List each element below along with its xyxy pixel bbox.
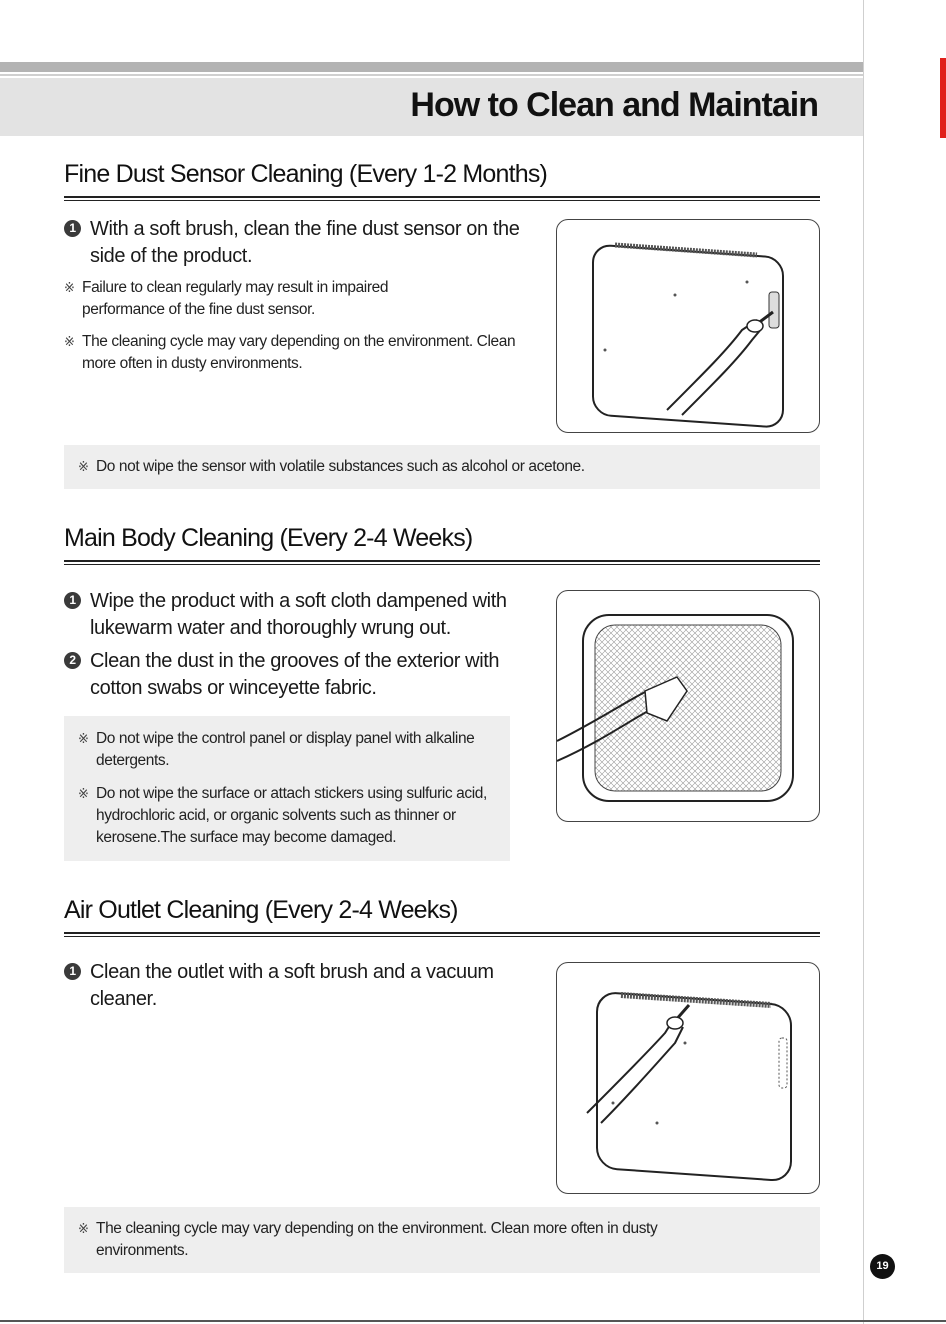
chapter-tab-marker <box>940 58 946 138</box>
purifier-side-brush-illustration <box>557 220 819 432</box>
section-title-fine-dust-sensor: Fine Dust Sensor Cleaning (Every 1-2 Months) <box>64 160 548 188</box>
figure-sensor-cleaning <box>556 219 820 433</box>
note-symbol: ※ <box>78 459 89 474</box>
section-rule <box>64 560 820 562</box>
step-item <box>64 959 494 1013</box>
section-rule <box>64 932 820 934</box>
figure-body-cleaning <box>556 590 820 822</box>
section-rule-thin <box>64 200 820 201</box>
caution-note <box>78 1218 718 1262</box>
section-rule-thin <box>64 936 820 937</box>
note-item <box>64 277 444 321</box>
note-text: Failure to clean regularly may result in impaired performance of the fine dust sensor. <box>82 279 389 318</box>
page-right-rule <box>863 0 864 1324</box>
note-symbol: ※ <box>78 1221 89 1236</box>
step-number-badge: 1 <box>64 592 81 609</box>
note-symbol: ※ <box>64 280 75 295</box>
caution-text: Do not wipe the control panel or display panel with alkaline detergents. <box>96 730 475 769</box>
step-number-badge: 2 <box>64 652 81 669</box>
page-bottom-rule <box>0 1320 946 1322</box>
section-rule <box>64 196 820 198</box>
page-number-badge: 19 <box>870 1254 895 1279</box>
caution-text: The cleaning cycle may vary depending on the environment. Clean more often in dusty environments. <box>96 1220 658 1259</box>
step-item <box>64 588 524 642</box>
caution-note <box>78 456 808 478</box>
note-symbol: ※ <box>64 334 75 349</box>
top-thin-line <box>0 74 864 76</box>
note-symbol: ※ <box>78 731 89 746</box>
section-rule-thin <box>64 564 820 565</box>
step-text: Clean the outlet with a soft brush and a vacuum cleaner. <box>90 961 494 1010</box>
caution-note <box>78 783 498 849</box>
step-number-badge: 1 <box>64 220 81 237</box>
section-title-air-outlet: Air Outlet Cleaning (Every 2-4 Weeks) <box>64 896 458 924</box>
caution-text: Do not wipe the surface or attach stickers using sulfuric acid, hydrochloric acid, or organic solvents such as thinner or kerosene.The surface may become damaged. <box>96 785 487 846</box>
figure-outlet-cleaning <box>556 962 820 1194</box>
note-text: The cleaning cycle may vary depending on the environment. Clean more often in dusty environments. <box>82 333 516 372</box>
step-text: With a soft brush, clean the fine dust sensor on the side of the product. <box>90 218 520 267</box>
top-stripe <box>0 62 864 72</box>
step-number-badge: 1 <box>64 963 81 980</box>
step-text: Wipe the product with a soft cloth dampened with lukewarm water and thoroughly wrung out. <box>90 590 507 639</box>
note-item <box>64 331 524 375</box>
purifier-front-cloth-illustration <box>557 591 819 821</box>
page-title: How to Clean and Maintain <box>410 86 818 124</box>
step-text: Clean the dust in the grooves of the exterior with cotton swabs or winceyette fabric. <box>90 650 500 699</box>
step-item <box>64 216 524 270</box>
note-symbol: ※ <box>78 786 89 801</box>
caution-text: Do not wipe the sensor with volatile substances such as alcohol or acetone. <box>96 458 585 475</box>
section-title-main-body: Main Body Cleaning (Every 2-4 Weeks) <box>64 524 473 552</box>
purifier-top-brush-illustration <box>557 963 819 1193</box>
step-item <box>64 648 524 702</box>
caution-note <box>78 728 498 772</box>
